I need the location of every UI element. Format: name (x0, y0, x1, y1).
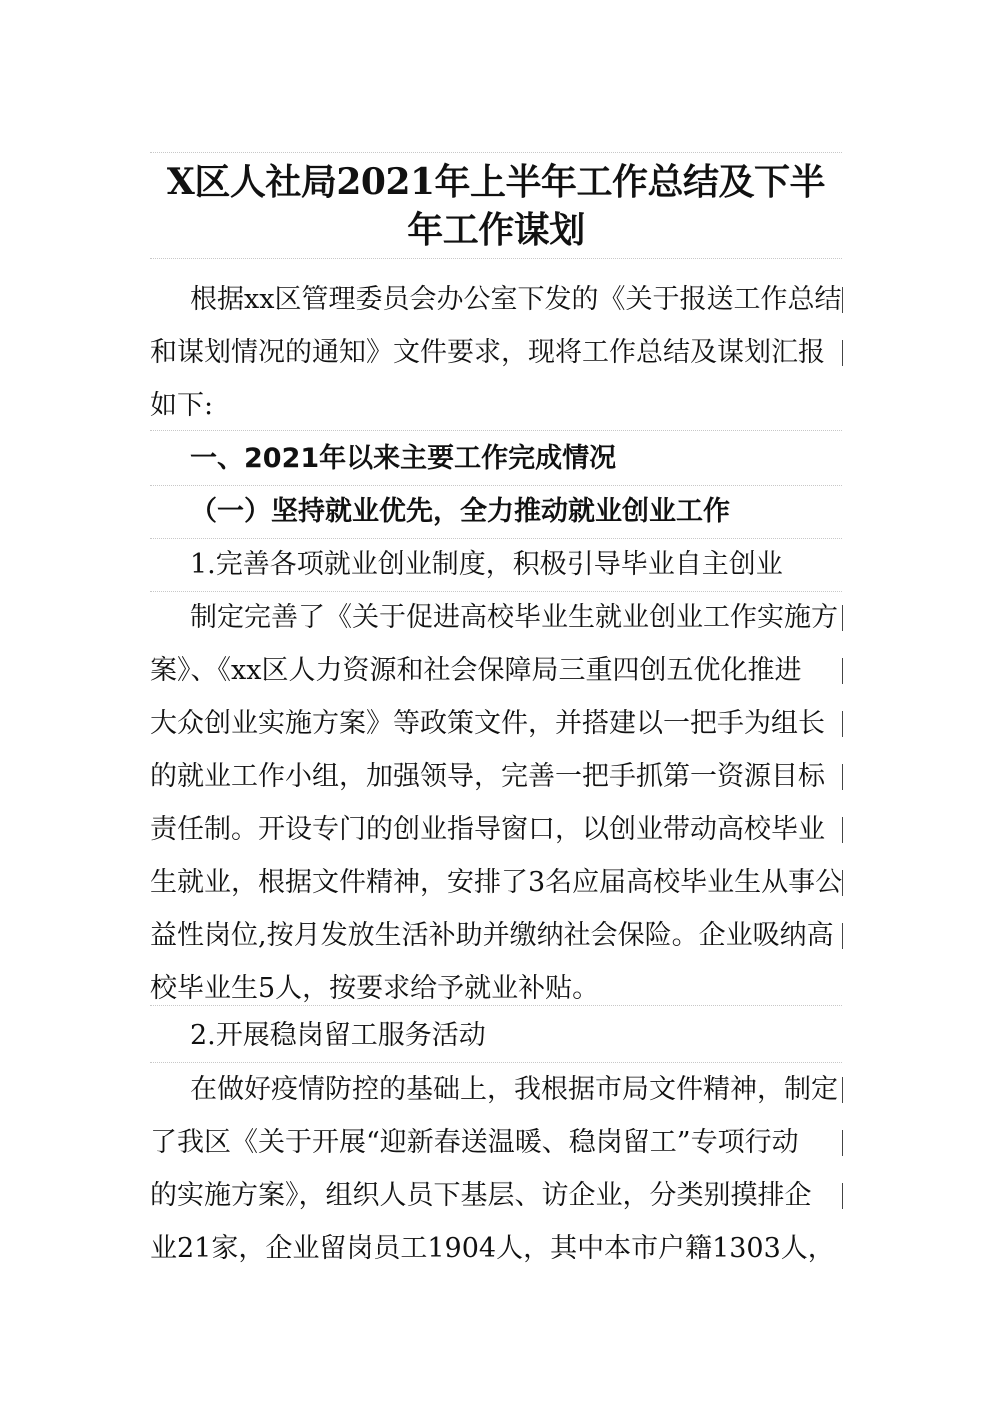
item-2-line-3: 的实施方案》，组织人员下基层、访企业，分类别摸排企 (150, 1180, 812, 1211)
section-heading-1: 一、2021年以来主要工作完成情况 (190, 443, 617, 474)
line-end-marker (842, 817, 843, 843)
item-1-line-4: 的就业工作小组，加强领导，完善一把手抓第一资源目标 (150, 761, 825, 792)
intro-line-2: 和谋划情况的通知》文件要求，现将工作总结及谋划汇报 (150, 337, 825, 368)
item-2-line-1: 在做好疫情防控的基础上，我根据市局文件精神，制定 (190, 1074, 838, 1105)
item-1-line-8: 校毕业生5人，按要求给予就业补贴。 (150, 973, 600, 1004)
line-end-marker (842, 1130, 843, 1156)
item-1-title: 1.完善各项就业创业制度，积极引导毕业自主创业 (190, 549, 783, 580)
line-end-marker (842, 1077, 843, 1103)
line-end-marker (842, 870, 843, 896)
item-1-line-5: 责任制。开设专门的创业指导窗口，以创业带动高校毕业 (150, 814, 825, 845)
document-title-line-2: 年工作谋划 (407, 209, 585, 251)
paragraph-rule (150, 430, 842, 431)
item-2-title: 2.开展稳岗留工服务活动 (190, 1020, 486, 1051)
item-1-line-1: 制定完善了《关于促进高校毕业生就业创业工作实施方 (190, 602, 838, 633)
paragraph-rule (150, 1062, 842, 1063)
line-end-marker (842, 1183, 843, 1209)
line-end-marker (842, 923, 843, 949)
intro-line-1: 根据xx区管理委员会办公室下发的《关于报送工作总结 (190, 284, 842, 315)
paragraph-rule (150, 485, 842, 486)
intro-line-3: 如下: (150, 390, 214, 421)
line-end-marker (842, 287, 843, 313)
item-1-line-6: 生就业，根据文件精神，安排了3名应届高校毕业生从事公 (150, 867, 843, 898)
document-title-line-1: X区人社局2021年上半年工作总结及下半 (166, 161, 826, 203)
paragraph-rule (150, 1005, 842, 1006)
title-rule (150, 258, 842, 259)
paragraph-rule (150, 538, 842, 539)
line-end-marker (842, 605, 843, 631)
line-end-marker (842, 711, 843, 737)
line-end-marker (842, 340, 843, 366)
paragraph-rule (150, 591, 842, 592)
item-1-line-3: 大众创业实施方案》等政策文件，并搭建以一把手为组长 (150, 708, 825, 739)
line-end-marker (842, 658, 843, 684)
line-end-marker (842, 764, 843, 790)
item-1-line-2: 案》、《xx区人力资源和社会保障局三重四创五优化推进 (150, 655, 802, 686)
header-rule (150, 152, 842, 153)
item-1-line-7: 益性岗位,按月发放生活补助并缴纳社会保险。企业吸纳高 (150, 920, 834, 951)
subsection-heading-1-1: （一）坚持就业优先，全力推动就业创业工作 (190, 496, 730, 527)
item-2-line-2: 了我区《关于开展“迎新春送温暖、稳岗留工”专项行动 (150, 1127, 799, 1158)
item-2-line-4: 业21家，企业留岗员工1904人，其中本市户籍1303人， (150, 1233, 835, 1264)
